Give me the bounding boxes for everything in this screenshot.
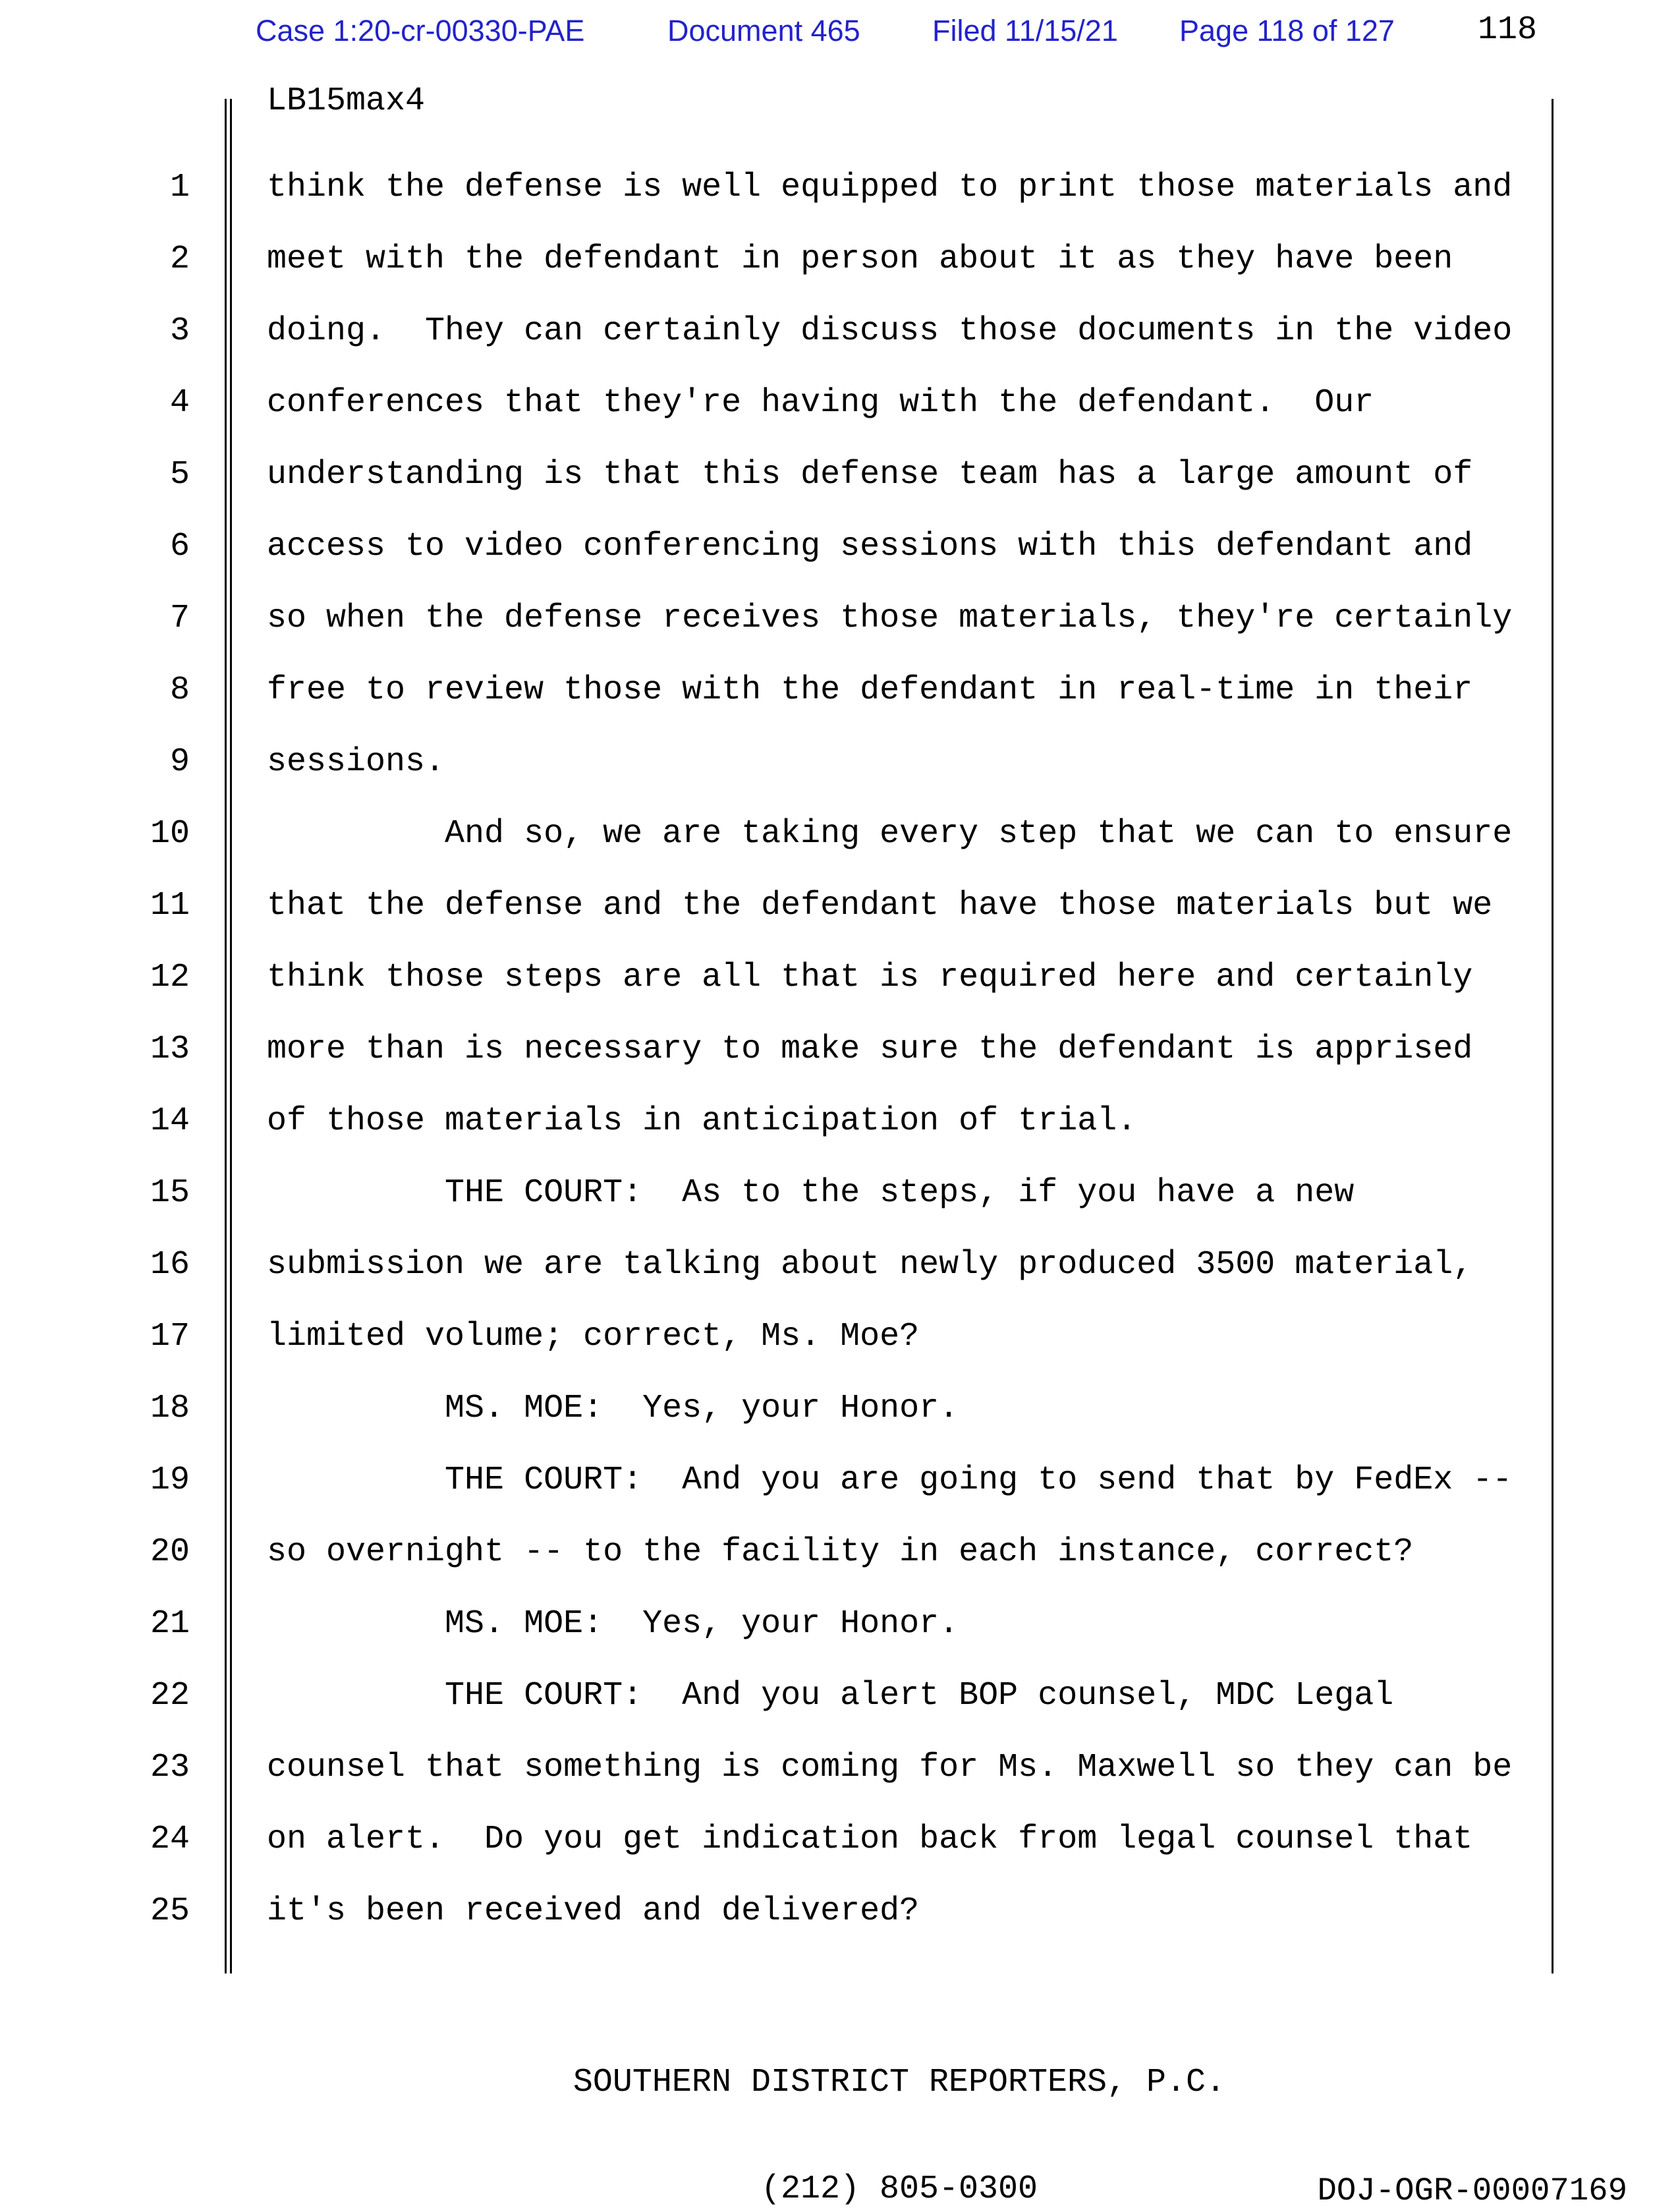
line-text: MS. MOE: Yes, your Honor.: [267, 1605, 959, 1643]
transcript-line: [0, 1444, 1512, 1516]
right-rule: [1552, 99, 1554, 1973]
transcript-line: [0, 439, 1512, 511]
line-text: THE COURT: And you alert BOP counsel, MDC Legal: [267, 1677, 1394, 1715]
line-number: 21: [150, 1605, 190, 1643]
line-text: THE COURT: And you are going to send that by FedEx --: [267, 1461, 1513, 1499]
line-number: 11: [150, 887, 190, 924]
line-number: 6: [169, 528, 190, 565]
transcript-line: [0, 295, 1512, 367]
line-text: MS. MOE: Yes, your Honor.: [267, 1390, 959, 1427]
line-text: free to review those with the defendant in real-time in their: [267, 671, 1473, 709]
ecf-document-label: Document 465: [667, 14, 860, 47]
line-number: 8: [169, 671, 190, 709]
line-number: 17: [150, 1318, 190, 1355]
transcript-line: [0, 1660, 1512, 1732]
transcript-body: [0, 152, 1512, 1947]
line-number: 5: [169, 456, 190, 494]
line-number: 4: [169, 384, 190, 422]
line-number: 20: [150, 1533, 190, 1571]
transcript-line: [0, 1875, 1512, 1947]
line-number: 13: [150, 1031, 190, 1068]
transcript-line: [0, 1803, 1512, 1875]
transcript-line: [0, 1516, 1512, 1588]
transcript-line: [0, 511, 1512, 582]
transcript-line: [0, 1085, 1512, 1157]
line-text: more than is necessary to make sure the defendant is apprised: [267, 1031, 1473, 1068]
transcript-line: [0, 1732, 1512, 1803]
line-number: 3: [169, 312, 190, 350]
line-text: understanding is that this defense team has a large amount of: [267, 456, 1473, 494]
transcript-line: [0, 1301, 1512, 1373]
transcript-line: [0, 223, 1512, 295]
line-text: so when the defense receives those materials, they're certainly: [267, 600, 1513, 637]
line-text: meet with the defendant in person about it as they have been: [267, 241, 1453, 278]
bates-number: DOJ-OGR-00007169: [1317, 2172, 1627, 2209]
ecf-page-label: Page 118 of 127: [1179, 14, 1395, 47]
line-number: 7: [169, 600, 190, 637]
reporter-phone: (212) 805-0300: [760, 2170, 1038, 2208]
transcript-id: LB15max4: [267, 82, 426, 120]
transcript-page-number: 118: [1478, 11, 1538, 49]
line-text: think the defense is well equipped to print those materials and: [267, 169, 1513, 206]
line-text: think those steps are all that is required here and certainly: [267, 959, 1473, 996]
line-text: it's been received and delivered?: [267, 1892, 920, 1930]
reporter-name: SOUTHERN DISTRICT REPORTERS, P.C.: [573, 2064, 1226, 2101]
transcript-line: [0, 654, 1512, 726]
transcript-line: [0, 942, 1512, 1013]
line-text: access to video conferencing sessions with this defendant and: [267, 528, 1473, 565]
line-text: counsel that something is coming for Ms. Maxwell so they can be: [267, 1749, 1513, 1786]
ecf-filed-label: Filed 11/15/21: [932, 14, 1118, 47]
line-text: that the defense and the defendant have those materials but we: [267, 887, 1493, 924]
line-text: conferences that they're having with the defendant. Our: [267, 384, 1374, 422]
line-text: And so, we are taking every step that we can to ensure: [267, 815, 1513, 853]
transcript-line: [0, 152, 1512, 223]
line-text: doing. They can certainly discuss those documents in the video: [267, 312, 1513, 350]
transcript-line: [0, 1373, 1512, 1444]
line-number: 9: [169, 743, 190, 781]
transcript-line: [0, 798, 1512, 870]
line-number: 23: [150, 1749, 190, 1786]
line-text: limited volume; correct, Ms. Moe?: [267, 1318, 920, 1355]
line-number: 22: [150, 1677, 190, 1715]
line-number: 19: [150, 1461, 190, 1499]
transcript-line: [0, 726, 1512, 798]
transcript-line: [0, 582, 1512, 654]
line-text: THE COURT: As to the steps, if you have a new: [267, 1174, 1355, 1212]
line-number: 18: [150, 1390, 190, 1427]
line-number: 24: [150, 1821, 190, 1858]
line-number: 25: [150, 1892, 190, 1930]
transcript-line: [0, 1229, 1512, 1301]
ecf-case-label: Case 1:20-cr-00330-PAE: [256, 14, 585, 47]
transcript-line: [0, 1588, 1512, 1660]
line-text: on alert. Do you get indication back from legal counsel that: [267, 1821, 1473, 1858]
line-text: of those materials in anticipation of trial.: [267, 1102, 1137, 1140]
line-text: submission we are talking about newly produced 3500 material,: [267, 1246, 1473, 1284]
line-number: 10: [150, 815, 190, 853]
line-text: so overnight -- to the facility in each instance, correct?: [267, 1533, 1414, 1571]
line-number: 16: [150, 1246, 190, 1284]
line-number: 14: [150, 1102, 190, 1140]
transcript-line: [0, 1157, 1512, 1229]
transcript-line: [0, 1013, 1512, 1085]
line-number: 15: [150, 1174, 190, 1212]
line-number: 1: [169, 169, 190, 206]
line-text: sessions.: [267, 743, 445, 781]
line-number: 2: [169, 241, 190, 278]
transcript-line: [0, 870, 1512, 942]
transcript-line: [0, 367, 1512, 439]
line-number: 12: [150, 959, 190, 996]
